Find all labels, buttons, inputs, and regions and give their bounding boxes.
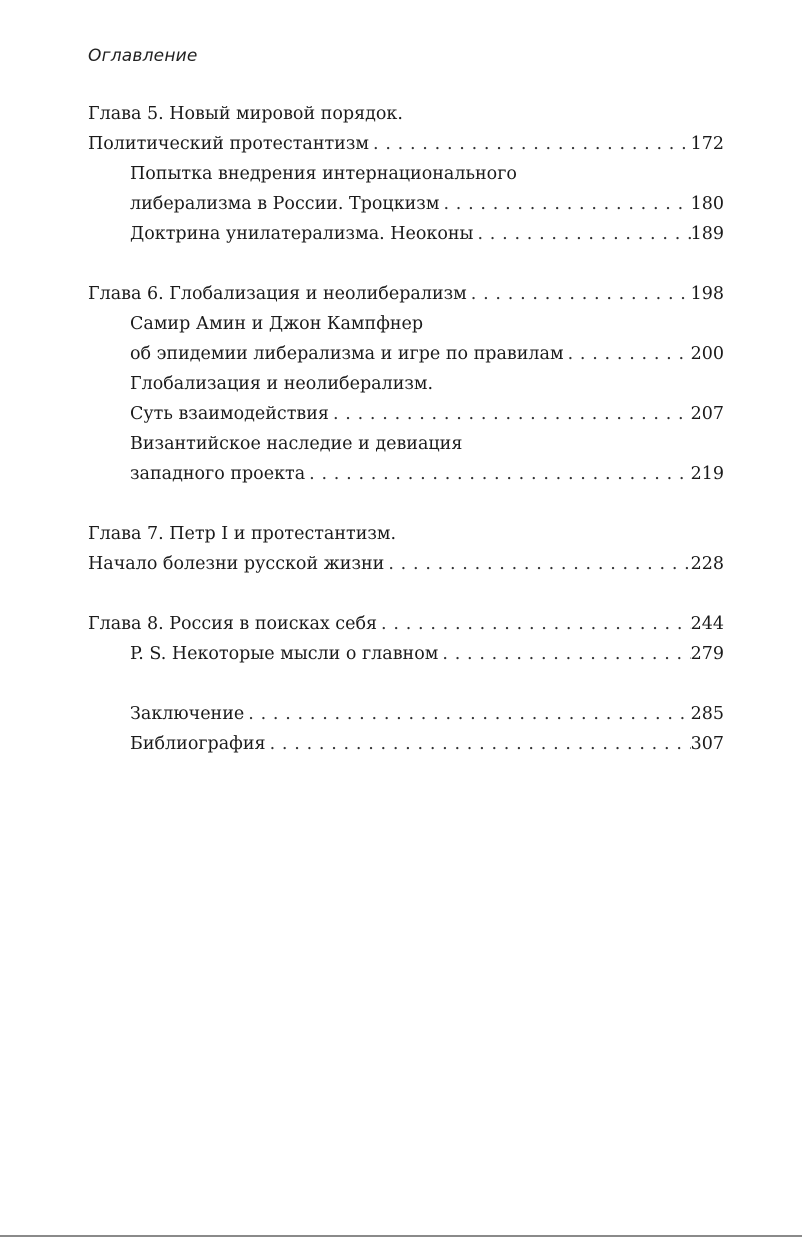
page-number: 172 — [690, 134, 724, 154]
leader-dots — [473, 219, 690, 249]
toc-section-6c-title — [88, 429, 724, 459]
leader-dots — [266, 729, 691, 759]
toc-chapter-7-title — [88, 519, 724, 549]
toc-bibliography-entry[interactable] — [88, 729, 724, 759]
toc-chapter-7-entry[interactable] — [88, 549, 724, 579]
page-number: 228 — [690, 554, 724, 574]
page-number: 279 — [690, 644, 724, 664]
running-head: Оглавление — [88, 46, 198, 66]
toc-entry-text: Глобализация и неолиберализм. — [130, 374, 434, 394]
toc-chapter-5-title — [88, 99, 724, 129]
toc-entry-text: P. S. Некоторые мысли о главном — [130, 644, 439, 664]
toc-entry-text: Самир Амин и Джон Кампфнер — [130, 314, 424, 334]
toc-section-5b-entry[interactable] — [88, 219, 724, 249]
leader-dots — [438, 639, 690, 669]
toc-section-6c-entry[interactable] — [88, 459, 724, 489]
toc-section-6b-entry[interactable] — [88, 399, 724, 429]
toc-section-5a-title — [88, 159, 724, 189]
toc-entry-text: Доктрина унилатерализма. Неоконы — [130, 224, 474, 244]
toc-entry-text: Глава 8. Россия в поисках себя — [88, 614, 378, 634]
toc-conclusion-entry[interactable] — [88, 699, 724, 729]
toc-entry-text: Заключение — [130, 704, 245, 724]
toc-chapter-5-entry[interactable] — [88, 129, 724, 159]
toc-section-6a-title — [88, 309, 724, 339]
page-number: 219 — [690, 464, 724, 484]
toc-chapter-8-entry[interactable] — [88, 609, 724, 639]
toc-entry-text: Византийское наследие и девиация — [130, 434, 463, 454]
page-number: 189 — [690, 224, 724, 244]
page-number: 207 — [690, 404, 724, 424]
leader-dots — [329, 399, 691, 429]
toc-entry-text: Политический протестантизм — [88, 134, 369, 154]
toc-entry-text: Глава 5. Новый мировой порядок. — [88, 104, 403, 124]
leader-dots — [244, 699, 690, 729]
page-number: 307 — [690, 734, 724, 754]
toc-section-8a-entry[interactable] — [88, 639, 724, 669]
leader-dots — [384, 549, 690, 579]
table-of-contents — [88, 99, 724, 759]
toc-entry-text: западного проекта — [130, 464, 306, 484]
toc-entry-text: Попытка внедрения интернационального — [130, 164, 517, 184]
toc-entry-text: Библиография — [130, 734, 266, 754]
leader-dots — [369, 129, 691, 159]
leader-dots — [377, 609, 691, 639]
leader-dots — [564, 339, 691, 369]
toc-chapter-6-entry[interactable] — [88, 279, 724, 309]
toc-section-5a-entry[interactable] — [88, 189, 724, 219]
page-number: 285 — [690, 704, 724, 724]
toc-entry-text: об эпидемии либерализма и игре по правилам — [130, 344, 564, 364]
toc-entry-text: либерализма в России. Троцкизм — [130, 194, 440, 214]
leader-dots — [467, 279, 691, 309]
toc-entry-text: Начало болезни русской жизни — [88, 554, 385, 574]
page-number: 244 — [690, 614, 724, 634]
toc-entry-text: Глава 6. Глобализация и неолиберализм — [88, 284, 467, 304]
leader-dots — [439, 189, 690, 219]
toc-section-6a-entry[interactable] — [88, 339, 724, 369]
toc-entry-text: Суть взаимодействия — [130, 404, 329, 424]
toc-entry-text: Глава 7. Петр I и протестантизм. — [88, 524, 397, 544]
page-number: 198 — [690, 284, 724, 304]
page-number: 200 — [690, 344, 724, 364]
leader-dots — [305, 459, 690, 489]
page-number: 180 — [690, 194, 724, 214]
toc-section-6b-title — [88, 369, 724, 399]
